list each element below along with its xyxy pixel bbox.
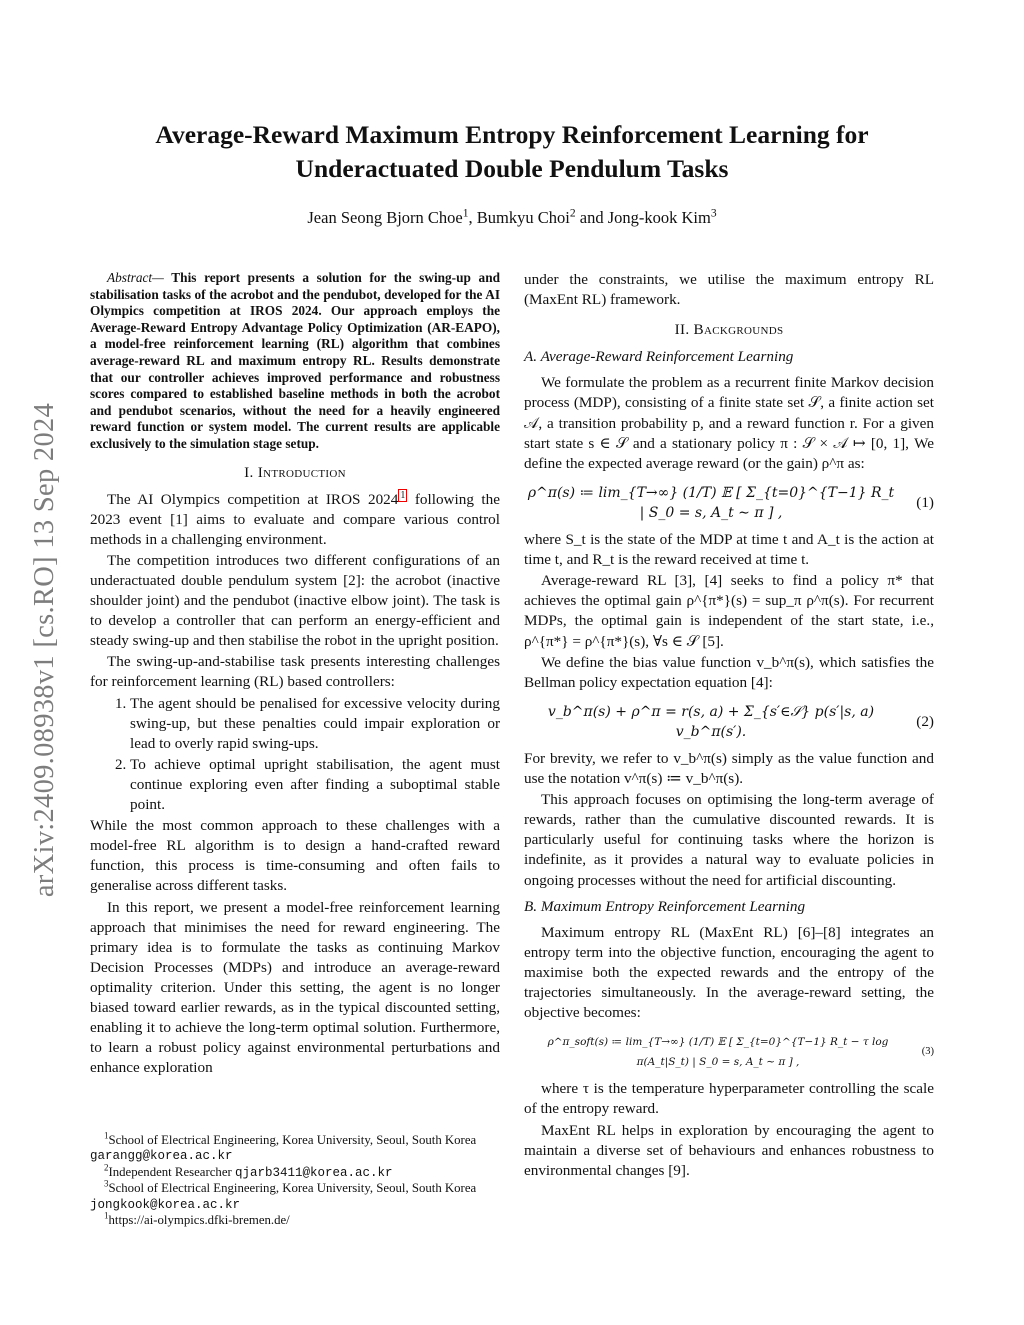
intro-paragraph [90,490,500,550]
paragraph: For brevity, we refer to v_b^π(s) simply as the value function and use the notation v^π(s) ≔ v_b^π(s). [524,749,934,788]
intro-paragraph: In this report, we present a model-free reinforcement learning approach that minimises the need for reward engineering. The primary idea is to formulate the tasks as continuing Markov Decision Processes (MDPs) and introduce an average-reward optimality criterion. Under this setting, the agent is no longer biased toward earlier rewards, as in the typical discounted setting, enabling it to achieve the long-term optimal solution. Furthermore, to learn a robust policy against environmental perturbations and enhance exploration [90,898,500,1077]
author-name: Jean Seong Bjorn Choe [307,208,463,227]
subsection-heading: B. Maximum Entropy Reinforcement Learning [524,897,806,915]
paragraph: We define the bias value function v_b^π(s), which satisfies the Bellman policy expectation equation [4]: [524,653,934,691]
paragraph: This approach focuses on optimising the long-term average of rewards, rather than the cumulative discounted rewards. It is particularly useful for continuing tasks where the horizon is indefinite, as it provides a natural way to evaluate policies in ongoing processes without the need for artificial discounting. [524,791,934,889]
author-affiliation-mark: 1 [462,207,469,220]
footnote-mark: 2 [104,1162,109,1173]
abstract-label: Abstract— [107,270,164,285]
abstract [90,270,500,453]
paragraph: where τ is the temperature hyperparameter controlling the scale of the entropy reward. [524,1080,934,1118]
equation-body: v_b^π(s) + ρ^π = r(s, a) + Σ_{s′∈𝒮} p(s′|s, a) v_b^π(s′). [547,703,875,740]
email-link[interactable]: qjarb3411@korea.ac.kr [234,1165,393,1180]
abstract-text: This report presents a solution for the swing-up and stabilisation tasks of the acrobot and the pendubot, developed for the AI Olympics competition at IROS 2024. Our approach employs the Average-Reward Entropy Advantage Policy Optimization (AR-EAPO), a model-free reinforcement learning (RL) algorithm that combines average-reward RL and maximum entropy RL. Results demonstrate that our controller achieves improved performance and robustness scores compared to established baseline methods in both the acrobot and pendubot scenarios, without the need for a heavily engineered reward function or system model. The current results are applicable exclusively to the simulation stage setup. [90,270,500,451]
paragraph: Maximum entropy RL (MaxEnt RL) [6]–[8] integrates an entropy term into the objective function, encouraging the agent to maximise both the expected rewards and the entropy of the trajectories simultaneously. In the average-reward setting, the objective becomes: [524,923,934,1022]
intro-paragraph: The swing-up-and-stabilise task presents interesting challenges for reinforcement learning (RL) based controllers: [90,653,500,691]
intro-paragraph: While the most common approach to these challenges with a model-free RL algorithm is to design a hand-crafted reward function, this process is time-consuming and often fails to generalise across different tasks. [90,817,500,895]
footnote-text: Independent Researcher [108,1164,232,1179]
paragraph: under the constraints, we utilise the maximum entropy RL (MaxEnt RL) framework. [524,271,934,309]
equation-3 [524,1032,934,1072]
list-item: 2. To achieve optimal upright stabilisation, the agent must continue exploring even after finding a suboptimal stable point. [130,755,500,815]
equation-body: ρ^π_soft(s) ≔ lim_{T→∞} (1/T) 𝔼 [ Σ_{t=0}^{T−1} R_t − τ log π(A_t|S_t) | S_0 = s, A_t ∼ π ] , [547,1036,889,1069]
intro-p1-end: following the 2023 event [1] aims to evaluate and compare various control methods in a challenging environment. [90,490,500,548]
footnotes [90,1130,500,1228]
paragraph: We formulate the problem as a recurrent finite Markov decision process (MDP), consisting of a finite state set 𝒮, a finite action set 𝒜, a transition probability p, and a reward function r. For a given start state s ∈ 𝒮 and a stationary policy π : 𝒮 × 𝒜 ↦ [0, 1], We define the expected average reward (or the gain) ρ^π as: [524,374,934,472]
equation-2 [524,702,934,742]
author-list [100,208,924,228]
equation-body: ρ^π(s) ≔ lim_{T→∞} (1/T) 𝔼 [ Σ_{t=0}^{T−1} R_t | S_0 = s, A_t ∼ π ] , [527,484,895,521]
equation-number: (1) [916,493,934,511]
author-affiliation-mark: 3 [710,207,717,220]
equation-1 [524,483,934,523]
footnote [90,1178,500,1213]
footnote-mark: 1 [104,1130,109,1141]
arxiv-sidebar [23,350,67,950]
arxiv-identifier: arXiv:2409.08938v1 [cs.RO] 13 Sep 2024 [29,402,60,898]
author-separator: and [575,208,608,227]
email-link[interactable]: jongkook@korea.ac.kr [90,1197,241,1212]
paragraph: Average-reward RL [3], [4] seeks to find a policy π* that achieves the optimal gain ρ^{π*}(s) = sup_π ρ^π(s). For recurrent MDPs, the optimal gain is independent of the start state, i.e., ρ^{π*} = ρ^{π*}(s), ∀s ∈ 𝒮 [5]. [524,572,934,650]
paragraph: MaxEnt RL helps in exploration by encouraging the agent to maintain a diverse set of behaviours and enhances robustness to environmental changes [9]. [524,1121,934,1179]
footnote [90,1130,500,1165]
paper-title: Average-Reward Maximum Entropy Reinforcement Learning for Underactuated Double Pendulum Tasks [155,120,869,183]
equation-number: (2) [916,712,934,730]
footnote-mark: 1 [104,1210,109,1221]
author-separator: , [468,208,477,227]
footnote-text: School of Electrical Engineering, Korea University, Seoul, South Korea [108,1181,477,1196]
author-affiliation-mark: 2 [569,207,576,220]
equation-number: (3) [921,1046,934,1058]
author-name: Jong-kook Kim [607,208,711,227]
section-heading-introduction: I. Introduction [244,463,346,481]
challenge-list [90,694,500,816]
paragraph: where S_t is the state of the MDP at time t and A_t is the action at time t, and R_t is the reward received at time t. [524,531,934,569]
footnote-mark: 3 [104,1178,109,1189]
footnote [90,1162,500,1181]
author-name: Bumkyu Choi [476,208,570,227]
footnote-link[interactable]: 1 [400,489,406,501]
right-column [524,270,934,1182]
url-link[interactable]: https://ai-olympics.dfki-bremen.de/ [108,1213,290,1228]
email-link[interactable]: garangg@korea.ac.kr [90,1149,233,1164]
intro-p1-start: The AI Olympics competition at IROS 2024 [107,490,399,508]
footnote [90,1210,500,1228]
intro-paragraph: The competition introduces two different configurations of an underactuated double pendulum system [2]: the acrobot (inactive shoulder joint) and the pendubot (inactive elbow joint). The task is to develop a controller that can perform an energy-efficient and steady swing-up and then stabilise the robot in the upright position. [90,551,500,650]
section-heading-backgrounds: II. Backgrounds [674,321,784,339]
left-column [90,270,500,1079]
list-item: 1. The agent should be penalised for excessive velocity during swing-up, but these penalties could impair exploration or lead to overly rapid swing-ups. [130,694,500,754]
footnote-text: School of Electrical Engineering, Korea University, Seoul, South Korea [108,1133,477,1147]
subsection-heading: A. Average-Reward Reinforcement Learning [524,348,794,366]
